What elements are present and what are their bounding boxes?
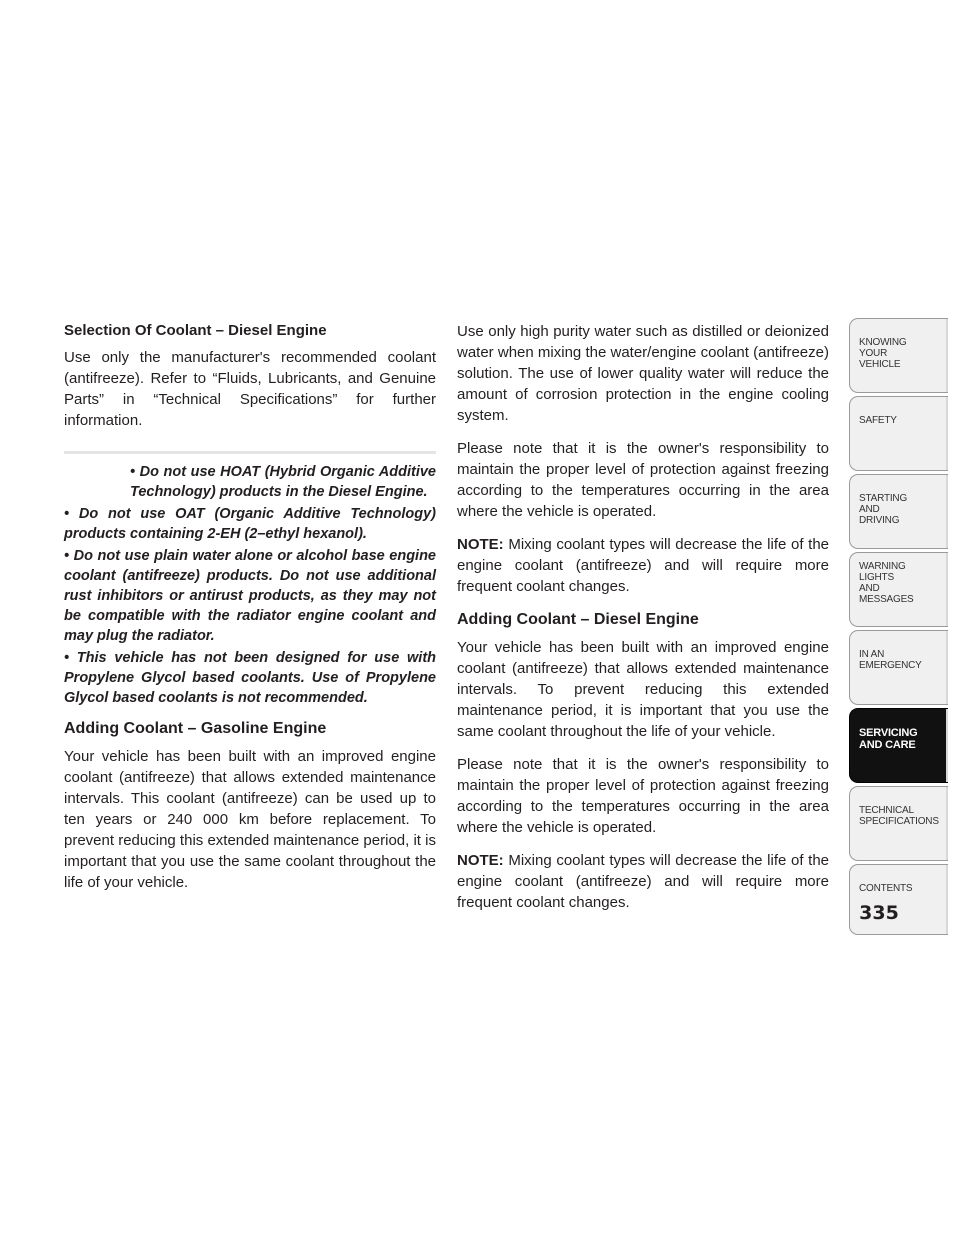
tab-label: SAFETY <box>859 415 897 426</box>
tab-knowing-your-vehicle[interactable] <box>849 318 948 393</box>
tab-contents[interactable] <box>849 864 948 935</box>
tab-starting-and-driving[interactable] <box>849 474 948 549</box>
adding-coolant-diesel-text: Your vehicle has been built with an improved engine coolant (antifreeze) that allows extended maintenance intervals. To prevent reducing this extended maintenance period, it is important that you use the same coolant throughout the life of your vehicle. <box>457 639 829 740</box>
right-column <box>457 321 829 925</box>
tab-label: KNOWING YOUR VEHICLE <box>859 337 907 370</box>
note-text: Mixing coolant types will decrease the life of the engine coolant (antifreeze) and will require more frequent coolant changes. <box>457 536 829 595</box>
tab-technical-specifications[interactable] <box>849 786 948 861</box>
selection-coolant-text: Use only the manufacturer's recommended coolant (antifreeze). Refer to “Fluids, Lubricants, and Genuine Parts” in “Technical Specifications” for further information. <box>64 349 436 429</box>
tab-safety[interactable] <box>849 396 948 471</box>
tab-label: TECHNICAL SPECIFICATIONS <box>859 805 939 827</box>
tab-label: SERVICING AND CARE <box>859 727 918 751</box>
tab-label: CONTENTS <box>859 883 913 894</box>
caution-item: • Do not use HOAT (Hybrid Organic Additive Technology) products in the Diesel Engine. <box>130 464 436 500</box>
tab-warning-lights-and-messages[interactable] <box>849 552 948 627</box>
note-label: NOTE: <box>457 536 504 553</box>
section-title-selection-coolant: Selection Of Coolant – Diesel Engine <box>64 322 327 339</box>
adding-coolant-gasoline-text: Your vehicle has been built with an improved engine coolant (antifreeze) that allows extended maintenance intervals. This coolant (antifreeze) can be used up to ten years or 240 000 km before replacement. To prevent reducing this extended maintenance period, it is important that you use the same coolant throughout the life of your vehicle. <box>64 748 436 891</box>
water-purity-text: Use only high purity water such as distilled or deionized water when mixing the water/engine coolant (antifreeze) solution. The use of lower quality water will reduce the amount of corrosion protection in the engine cooling system. <box>457 323 829 424</box>
tab-label: IN AN EMERGENCY <box>859 649 922 671</box>
caution-item: • Do not use plain water alone or alcohol base engine coolant (antifreeze) products. Do not use additional rust inhibitors or antirust products, as they may not be compatible with the radiator engine coolant and may plug the radiator. <box>64 548 436 644</box>
tab-servicing-and-care[interactable] <box>849 708 948 783</box>
tab-label: WARNING LIGHTS AND MESSAGES <box>859 561 914 605</box>
note-paragraph <box>457 850 829 913</box>
page-number: 335 <box>859 902 899 924</box>
tab-in-an-emergency[interactable] <box>849 630 948 705</box>
caution-item: • This vehicle has not been designed for use with Propylene Glycol based coolants. Use of Propylene Glycol based coolants is not recommended. <box>64 650 436 706</box>
caution-divider <box>64 451 436 454</box>
caution-box <box>64 451 436 708</box>
caution-list <box>64 462 436 708</box>
note-paragraph <box>457 534 829 597</box>
owner-responsibility-text: Please note that it is the owner's responsibility to maintain the proper level of protection against freezing according to the temperatures occurring in the area where the vehicle is operated. <box>457 756 829 836</box>
owner-responsibility-text: Please note that it is the owner's responsibility to maintain the proper level of protection against freezing according to the temperatures occurring in the area where the vehicle is operated. <box>457 440 829 520</box>
note-label: NOTE: <box>457 852 504 869</box>
note-text: Mixing coolant types will decrease the life of the engine coolant (antifreeze) and will require more frequent coolant changes. <box>457 852 829 911</box>
section-title-adding-coolant-gasoline: Adding Coolant – Gasoline Engine <box>64 720 327 737</box>
caution-item: • Do not use OAT (Organic Additive Technology) products containing 2-EH (2–ethyl hexanol). <box>64 506 436 542</box>
left-column <box>64 321 436 905</box>
section-title-adding-coolant-diesel: Adding Coolant – Diesel Engine <box>457 611 699 628</box>
chapter-tabs <box>849 318 948 938</box>
tab-label: STARTING AND DRIVING <box>859 493 908 526</box>
